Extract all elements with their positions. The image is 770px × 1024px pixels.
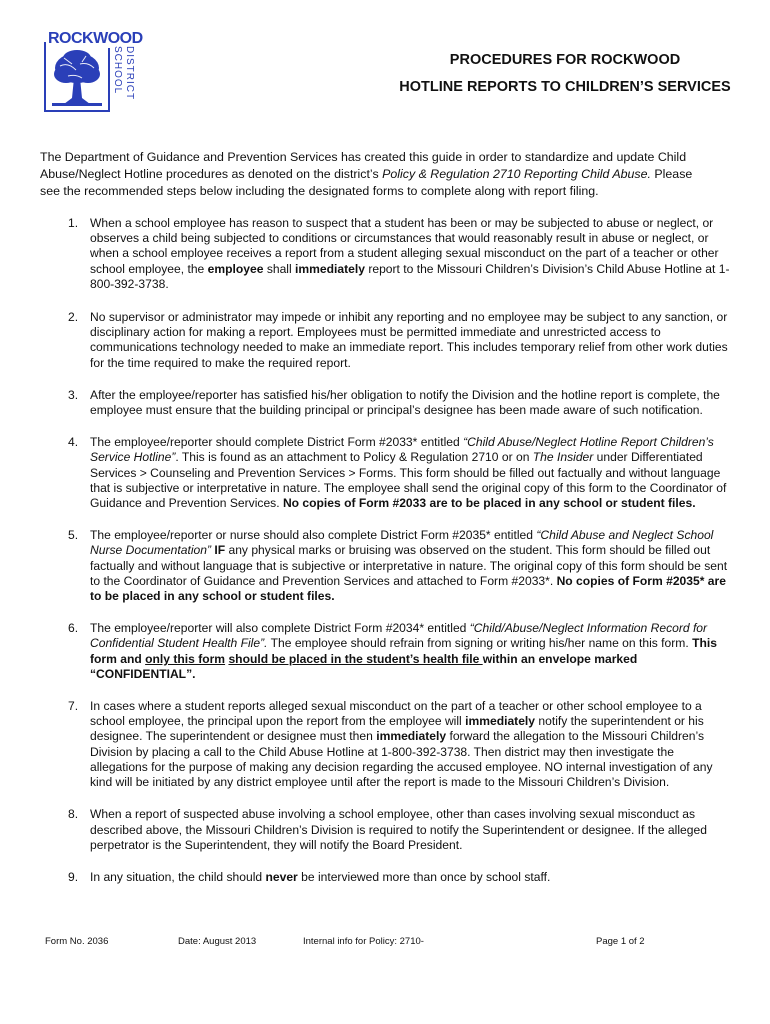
footer-form-number: Form No. 2036: [45, 936, 109, 947]
logo-school-text: SCHOOL: [112, 46, 123, 95]
list-item: 4. The employee/reporter should complete District Form #2033* entitled “Child Abuse/Neglect Hotline Report Children’s Service Hotline”. This is found as an attachment to Policy & Regulation 2710 or on The Insider under Differentiated Services > Counseling and Prevention Services > Forms. This form should be filled out factually and without language that is subjective or interpretative in nature. The employee shall send the original copy of this form to the Coordinator of Guidance and Prevention Services. No copies of Form #2033 are to be placed in any school or student files.: [68, 435, 727, 511]
page-title-line-2: HOTLINE REPORTS TO CHILDREN’S SERVICES: [399, 79, 731, 95]
list-item: 2. No supervisor or administrator may impede or inhibit any reporting and no employee may be subject to any sanction, or disciplinary action for making a report. Employees must be permitted immediate and unrestricted access to communications technology needed to make an immediate report. This includes temporary relief from other work duties for the time required to make the required report.: [68, 310, 728, 370]
tree-icon: [46, 44, 108, 110]
logo-frame: [44, 42, 110, 112]
page-title-line-1: PROCEDURES FOR ROCKWOOD: [449, 52, 681, 68]
district-logo: [44, 30, 143, 114]
procedure-list: [40, 216, 730, 885]
footer-page-number: Page 1 of 2: [596, 936, 645, 947]
list-item: 6. The employee/reporter will also complete District Form #2034* entitled “Child/Abuse/Neglect Information Record for Confidential Student Health File”. The employee should refrain from signing or writing his/her name on this form. This form and only this form should be placed in the student’s health file within an envelope marked “CONFIDENTIAL”.: [68, 621, 717, 681]
list-item: 7. In cases where a student reports alleged sexual misconduct on the part of a teacher or other school employee to a school employee, the principal upon the report from the employee will immediately notify the superintendent or his designee. The superintendent or designee must then immediately forward the allegation to the Missouri Children’s Division by placing a call to the Child Abuse Hotline at 1-800-392-3738. Then district may then investigate the allegations for the purpose of making any decision regarding the accused employee. NO internal investigation of any kind will be initiated by any district employee until after the report is made to the Missouri Children’s Division.: [68, 699, 713, 790]
logo-wordmark: ROCKWOOD: [48, 30, 143, 47]
list-item: 5. The employee/reporter or nurse should also complete District Form #2035* entitled “Child Abuse and Neglect School Nurse Documentation” IF any physical marks or bruising was observed on the student. This form should be filled out factually and without language that is subjective or interpretative in nature. The original copy of this form should be sent to the Coordinator of Guidance and Prevention Services and attached to Form #2033*. No copies of Form #2035* are to be placed in any school or student files.: [68, 528, 728, 604]
list-item: 3. After the employee/reporter has satisfied his/her obligation to notify the Division and the hotline report is complete, the employee must ensure that the building principal or principal’s designee has been made aware of such notification.: [68, 387, 720, 418]
footer-date: Date: August 2013: [178, 936, 257, 947]
list-item: 9. In any situation, the child should never be interviewed more than once by school staff.: [68, 869, 551, 884]
list-item: 1. When a school employee has reason to suspect that a student has been or may be subjected to abuse or neglect, or observes a child being subjected to conditions or circumstances that would reasonably result in abuse or neglect, or when a school employee receives a report from a student alleging sexual misconduct on the part of a teacher or other school employee, the employee shall immediately report to the Missouri Children’s Division’s Child Abuse Hotline at 1-800-392-3738.: [68, 216, 730, 291]
logo-district-text: DISTRICT: [124, 46, 135, 101]
list-item: 8. When a report of suspected abuse involving a school employee, other than cases involving sexual misconduct as described above, the Missouri Children’s Division is required to notify the Superintendent or designee. If the alleged perpetrator is the Superintendent, they will notify the Board President.: [68, 807, 707, 852]
intro-paragraph: The Department of Guidance and Prevention Services has created this guide in order to standardize and update Child Abuse/Neglect Hotline procedures as denoted on the district’s Policy & Regulation 2710 Reporting Child Abuse. Please see the recommended steps below including the designated forms to complete along with report filing.: [40, 150, 693, 198]
footer-internal-info: Internal info for Policy: 2710-: [303, 936, 424, 947]
